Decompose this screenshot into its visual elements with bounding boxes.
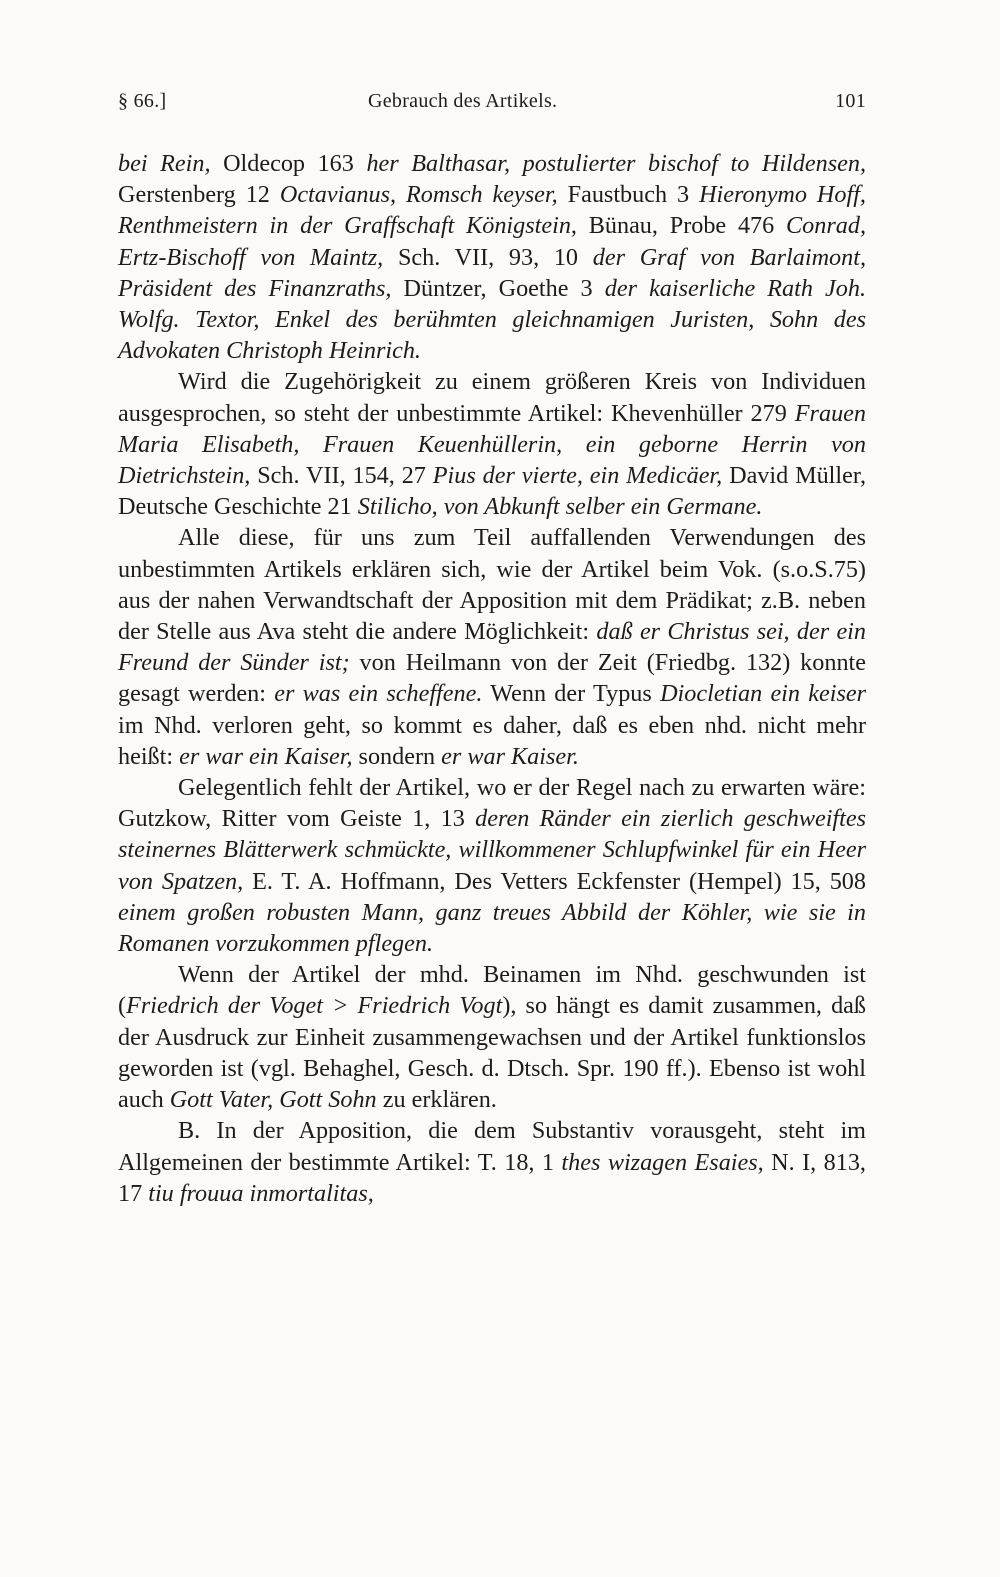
- italic-quote: er war ein Kaiser,: [179, 742, 353, 770]
- running-title: Gebrauch des Artikels.: [368, 90, 558, 112]
- text-run: Oldecop 163: [210, 150, 367, 177]
- paragraph: [118, 772, 866, 959]
- italic-quote: tiu frouua inmortalitas,: [148, 1179, 374, 1207]
- text-run: Gelegentlich fehlt der Artikel, wo er der Regel nach zu erwarten wäre: Gutzkow, Ritter vom Geiste 1, 13: [118, 774, 866, 833]
- italic-quote: Stilicho, von Abkunft selber ein Germane.: [357, 493, 763, 521]
- italic-quote: Gott Vater, Gott Sohn: [169, 1086, 377, 1114]
- italic-quote: er war Kaiser.: [441, 742, 579, 770]
- italic-quote: Friedrich der Voget > Friedrich Vogt: [126, 992, 503, 1020]
- text-run: Sch. VII, 154, 27: [250, 462, 433, 490]
- paragraph: [118, 522, 866, 772]
- italic-quote: bei Rein,: [118, 150, 211, 177]
- text-run: im Nhd. verloren geht, so kommt es daher, daß es eben nhd. nicht mehr heißt:: [118, 711, 866, 770]
- text-run: Wird die Zugehörigkeit zu einem größeren Kreis von Individuen ausgesprochen, so steht der unbestimmte Artikel: Khevenhüller 279: [118, 368, 866, 427]
- text-run: Sch. VII, 93, 10: [383, 243, 593, 271]
- text-run: N. I, 813, 17: [118, 1148, 866, 1207]
- italic-quote: her Balthasar, postulierter bischof to Hildensen,: [366, 150, 866, 177]
- italic-quote: Hieronymo Hoff, Renthmeistern in der Graffschaft Königstein,: [118, 181, 866, 240]
- page-body: [118, 148, 866, 1209]
- text-run: sondern: [352, 742, 442, 770]
- italic-quote: deren Ränder ein zierlich geschweiftes steinernes Blätterwerk schmückte, willkommener Schlupfwinkel für ein Heer von Spatzen,: [118, 805, 866, 895]
- italic-quote: thes wizagen Esaies,: [561, 1148, 764, 1176]
- italic-quote: der kaiserliche Rath Joh. Wolfg. Textor, Enkel des berühmten gleichnamigen Juristen, Sohn des Advokaten Christoph Heinrich.: [118, 274, 867, 365]
- italic-quote: daß er Christus sei, der ein Freund der Sünder ist;: [118, 618, 866, 677]
- text-run: Faustbuch 3: [557, 181, 700, 209]
- paragraph: [118, 148, 866, 366]
- text-run: Bünau, Probe 476: [576, 212, 787, 240]
- italic-quote: Pius der vierte, ein Medicäer,: [432, 462, 723, 490]
- italic-quote: Conrad, Ertz-Bischoff von Maintz,: [118, 212, 866, 271]
- italic-quote: Octavianus, Romsch keyser,: [279, 181, 558, 209]
- text-run: David Müller, Deutsche Geschichte 21: [118, 462, 866, 521]
- text-run: Gerstenberg 12: [118, 181, 280, 209]
- text-run: ), so hängt es damit zusammen, daß der Ausdruck zur Einheit zusammengewachsen und der Artikel funktionslos geworden ist (vgl. Behaghel, Gesch. d. Dtsch. Spr. 190 ff.). Ebenso ist wohl auch: [118, 992, 867, 1114]
- italic-quote: einem großen robusten Mann, ganz treues Abbild der Köhler, wie sie in Romanen vorzukommen pflegen.: [118, 898, 866, 958]
- text-run: Düntzer, Goethe 3: [391, 274, 605, 302]
- text-run: zu erklären.: [376, 1086, 497, 1114]
- page-number: 101: [835, 90, 866, 112]
- paragraph: [118, 959, 866, 1115]
- text-run: E. T. A. Hoffmann, Des Vetters Eckfenster (Hempel) 15, 508: [243, 867, 866, 895]
- paragraph: [118, 366, 866, 522]
- italic-quote: der Graf von Barlaimont, Präsident des Finanzraths,: [118, 243, 866, 302]
- text-run: Alle diese, für uns zum Teil auffallenden Verwendungen des unbestimmten Artikels erklären sich, wie der Artikel beim Vok. (s.o.S.75) aus der nahen Verwandtschaft der Apposition mit dem Prädikat; z.B. neben der Stelle aus Ava steht die andere Möglichkeit:: [118, 524, 866, 646]
- text-run: Wenn der Typus: [482, 680, 661, 708]
- italic-quote: er was ein scheffene.: [274, 680, 483, 708]
- section-number: § 66.]: [118, 90, 167, 112]
- text-run: von Heilmann von der Zeit (Friedbg. 132) konnte gesagt werden:: [118, 649, 866, 708]
- italic-quote: Frauen Maria Elisabeth, Frauen Keuenhüllerin, ein geborne Herrin von Dietrichstein,: [118, 399, 866, 490]
- text-run: B. In der Apposition, die dem Substantiv vorausgeht, steht im Allgemeinen der bestimmte Artikel: T. 18, 1: [118, 1117, 866, 1176]
- italic-quote: Diocletian ein keiser: [660, 680, 867, 708]
- text-run: Wenn der Artikel der mhd. Beinamen im Nhd. geschwunden ist (: [118, 961, 866, 1020]
- running-header: [118, 90, 866, 120]
- paragraph: [118, 1115, 866, 1209]
